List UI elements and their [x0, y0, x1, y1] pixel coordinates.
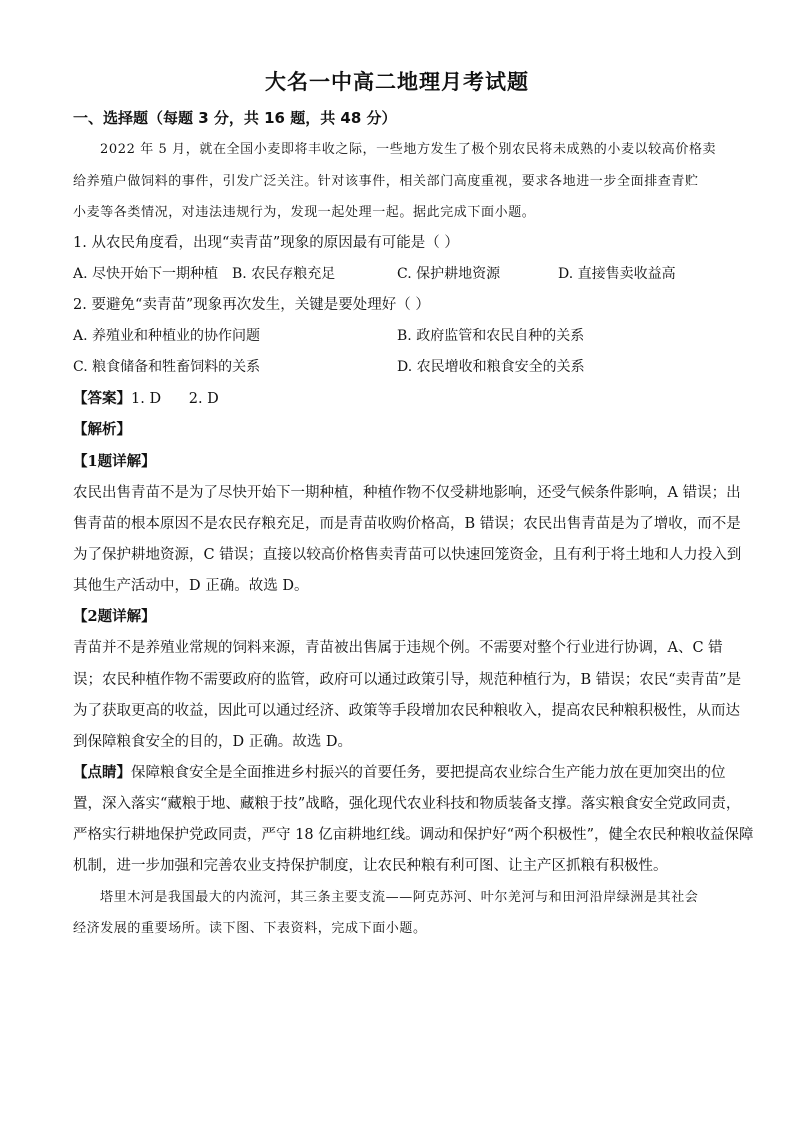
detail-2-line-3: 为了获取更高的收益，因此可以通过经济、政策等手段增加农民种粮收入，提高农民种粮积极性，从而达 — [73, 703, 740, 719]
answer-label: 【答案】 — [73, 390, 131, 407]
section-heading: 一、选择题（每题 3 分，共 16 题，共 48 分） — [73, 109, 397, 127]
analysis-label: 【解析】 — [73, 421, 131, 438]
comment-line-3: 严格实行耕地保护党政同责，严守 18 亿亩耕地红线。调动和保护好“两个积极性”，健全农民种粮收益保障 — [73, 827, 754, 843]
passage1-line-1: 2022 年 5 月，就在全国小麦即将丰收之际，一些地方发生了极个别农民将未成熟的小麦以较高价格卖 — [100, 142, 717, 157]
question-1-option-a: A. 尽快开始下一期种植 — [73, 266, 219, 282]
passage2-line-2: 经济发展的重要场所。读下图、下表资料，完成下面小题。 — [73, 921, 427, 936]
question-2-option-a: A. 养殖业和种植业的协作问题 — [73, 328, 261, 344]
comment-first-line — [73, 763, 726, 783]
passage1-line-2: 给养殖户做饲料的事件，引发广泛关注。针对该事件，相关部门高度重视，要求各地进一步全面排查青贮 — [73, 174, 699, 189]
comment-label: 【点睛】 — [73, 764, 131, 781]
comment-line-4: 机制，进一步加强和完善农业支持保护制度，让农民种粮有利可图、让主产区抓粮有积极性。 — [73, 858, 668, 874]
question-1-option-b: B. 农民存粮充足 — [232, 266, 336, 282]
comment-line-1: 保障粮食安全是全面推进乡村振兴的首要任务，要把提高农业综合生产能力放在更加突出的位 — [131, 765, 726, 781]
answer-text: 1. D 2. D — [131, 391, 219, 407]
answer-row — [73, 389, 219, 409]
detail-1-line-1: 农民出售青苗不是为了尽快开始下一期种植，种植作物不仅受耕地影响，还受气候条件影响，A 错误；出 — [73, 485, 741, 501]
page-title: 大名一中高二地理月考试题 — [265, 70, 529, 94]
question-2-option-d: D. 农民增收和粮食安全的关系 — [397, 359, 585, 375]
detail-2-line-2: 误；农民种植作物不需要政府的监管，政府可以通过政策引导，规范种植行为，B 错误；农民“卖青苗”是 — [73, 672, 742, 688]
question-2-option-c: C. 粮食储备和牲畜饲料的关系 — [73, 359, 261, 375]
detail-2-line-1: 青苗并不是养殖业常规的饲料来源，青苗被出售属于违规个例。不需要对整个行业进行协调，A、C 错 — [73, 640, 723, 656]
detail-2-label: 【2题详解】 — [73, 608, 156, 625]
detail-1-line-3: 为了保护耕地资源，C 错误；直接以较高价格售卖青苗可以快速回笼资金，且有利于将土地和人力投入到 — [73, 547, 742, 563]
detail-1-line-2: 售青苗的根本原因不是农民存粮充足，而是青苗收购价格高，B 错误；农民出售青苗是为了增收，而不是 — [73, 516, 741, 532]
question-2-option-b: B. 政府监管和农民自种的关系 — [397, 328, 585, 344]
question-2-stem: 2. 要避免“卖青苗”现象再次发生，关键是要处理好（ ） — [73, 297, 430, 313]
detail-2-line-4: 到保障粮食安全的目的，D 正确。故选 D。 — [73, 734, 352, 750]
question-1-option-c: C. 保护耕地资源 — [397, 266, 501, 282]
question-1-stem: 1. 从农民角度看，出现“卖青苗”现象的原因最有可能是（ ） — [73, 235, 459, 251]
detail-1-line-4: 其他生产活动中，D 正确。故选 D。 — [73, 578, 309, 594]
comment-line-2: 置，深入落实“藏粮于地、藏粮于技”战略，强化现代农业科技和物质装备支撑。落实粮食安全党政同责， — [73, 796, 741, 812]
passage2-line-1: 塔里木河是我国最大的内流河，其三条主要支流——阿克苏河、叶尔羌河与和田河沿岸绿洲是其社会 — [100, 890, 699, 905]
passage1-line-3: 小麦等各类情况，对违法违规行为，发现一起处理一起。据此完成下面小题。 — [73, 205, 536, 220]
detail-1-label: 【1题详解】 — [73, 453, 156, 470]
question-1-option-d: D. 直接售卖收益高 — [558, 266, 676, 282]
